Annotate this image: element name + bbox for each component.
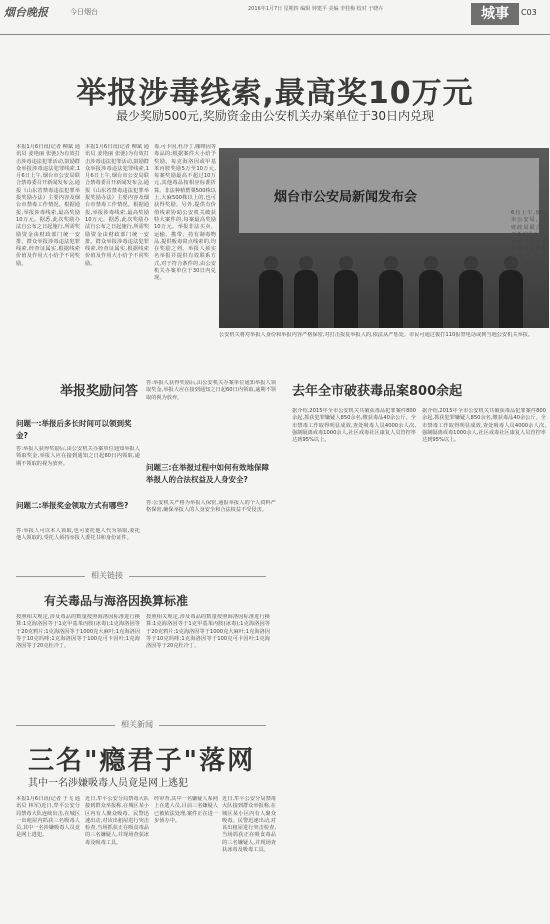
article-continued: 公安机关将对举报人身份和举报内容严格保密,对打击报复举报人的,依法从严惩处。市民可通过拨打110报警电话或到当地公安机关举报。	[219, 332, 534, 338]
link-text-2: 按照相关规定,涉及毒品的数量按照海洛因标准进行换算:1克海洛因等于1克甲基苯丙胺(冰毒);1克海洛因等于20克鸦片;1克海洛因等于1000克大麻叶;1克海洛因等于10克吗啡;1克海洛因等于100克可卡因叶;1克海洛因等于20克杜冷丁。	[146, 614, 270, 650]
qa-answer-3: 答:公安机关严格为举报人保密,通报举报人的个人资料严格保密,确保举报人的人身安全和合法权益不受侵害。	[146, 500, 276, 514]
news-title: 三名"瘾君子"落网	[28, 746, 256, 776]
article-col-2: 毒,可卡因,杜冷丁,咖啡因等毒品的;根据案件大小给予奖励。每克海洛因或甲基苯丙胺奖励5万至10万元,每案奖励最高不超过10万元,其他毒品按相应标准折算。非法种植罂粟500株以上,大麻500株以上的,也可获得奖励。另外,提供有价值线索协助公安机关破获特大案件的,每案最高奖励10万元。举报非法买卖、运输、携带、持有制毒物品,提供贩毒窝点线索的,均在奖励之列。举报人须实名举报并提供有效联系方式,对于符合条件的,由公安机关办案单位于30日内兑现。	[154, 144, 216, 282]
issue-meta: 2016年1月7日 星期四 编辑 钟建平 美编 李桂梅 校对 于晓卉	[248, 6, 384, 12]
qa-question-3: 问题三:在举报过程中如何有效地保障举报人的合法权益及人身安全?	[146, 463, 269, 484]
news-text-4: 近日,牟平公安分局禁毒大队接到群众举报称,在城区某小区内有人聚众吸毒。民警迅速出动,对该出租屋进行突击检查,当场抓获正在吸食毒品的三名嫌疑人,并现场查获冰毒及吸毒工具。	[222, 796, 276, 854]
news-text-1: 本报1月6日讯(记者 于飞 通讯员 林军)近日,牟平公安分局禁毒大队连续出击,在城区一出租屋内抓获三名吸毒人员,其中一名涉嫌吸毒人员竟是网上逃犯。	[16, 796, 80, 839]
news-text-2: 近日,牟平公安分局禁毒大队接到群众举报称,在城区某小区内有人聚众吸毒。民警迅速出动,对该出租屋进行突击检查,当场抓获正在吸食毒品的三名嫌疑人,并现场查获冰毒及吸毒工具。	[85, 796, 149, 846]
seizure-title: 去年全市破获毒品案800余起	[292, 384, 463, 399]
page-number: C03	[521, 8, 537, 17]
qa-question-1: 问题一:举报后多长时间可以领到奖金?	[16, 419, 132, 440]
link-divider	[16, 576, 266, 577]
news-subtitle: 其中一名涉嫌吸毒人员竟是网上逃犯	[28, 778, 188, 789]
photo-caption: 6日上午,烟台市公安局、市财政局联合召开新闻发布会,通报《山东省禁毒违法犯罪举报奖励办法》。警方供图	[511, 210, 547, 268]
qa-title: 举报奖励问答	[60, 384, 139, 399]
qa-answer-2: 答:举报人可以本人领取,也可委托他人代为领取,委托他人领取的,受托人须持举报人委托书和身份证件。	[16, 528, 140, 542]
news-tag: 相关新闻	[115, 719, 159, 730]
link-tag: 相关链接	[85, 570, 129, 581]
qa-answer-1-cont: 答:举报人获得奖励后,由公安机关办案单位通知举报人领取奖金,举报人应在接到通知之日起60日内领取,逾期不领取的视为放弃。	[146, 380, 276, 401]
news-text-3: 经审查,其中一名嫌疑人系网上在逃人员,目前三名嫌疑人已被依法处理,案件正在进一步侦办中。	[154, 796, 218, 824]
section-label: 今日烟台	[70, 8, 98, 16]
link-title: 有关毒品与海洛因换算标准	[44, 594, 189, 608]
qa-answer-1: 答:举报人获得奖励后,由公安机关办案单位通知举报人领取奖金,举报人应在接到通知之日起60日内领取,逾期不领取的视为放弃。	[16, 446, 140, 467]
photo-banner-text: 烟台市公安局新闻发布会	[274, 190, 418, 205]
page-title: 举报涉毒线索,最高奖10万元	[76, 76, 474, 111]
section-badge: 城事	[471, 3, 519, 25]
seizure-text-1: 据介绍,2015年全市公安机关共破获毒品犯罪案件800余起,抓获犯罪嫌疑人850余名,缴获毒品40余公斤。全市禁毒工作取得明显成效,查处吸毒人员4000余人次,强制隔离戒毒1000余人,社区戒毒社区康复人员管控率达到95%以上。	[292, 408, 416, 444]
page-subtitle: 最少奖励500元,奖励资金由公安机关办案单位于30日内兑现	[116, 109, 434, 123]
seizure-text-2: 据介绍,2015年全市公安机关共破获毒品犯罪案件800余起,抓获犯罪嫌疑人850余名,缴获毒品40余公斤。全市禁毒工作取得明显成效,查处吸毒人员4000余人次,强制隔离戒毒1000余人,社区戒毒社区康复人员管控率达到95%以上。	[422, 408, 546, 444]
qa-question-2: 问题二:举报奖金领取方式有哪些?	[16, 501, 129, 510]
article-col-1b: 本报1月6日讯(记者 柳斌 通讯员 姜艳丽 张弛)为有效打击涉毒违法犯罪活动,鼓励群众举报涉毒违法犯罪线索,1月6日上午,烟台市公安局联合禁毒委召开新闻发布会,通报《山东省禁毒违法犯罪举报奖励办法》主要内容及烟台市禁毒工作情况。根据通报,举报涉毒线索,最高奖励10万元。据悉,此次奖励办法自公布之日起施行,所需奖励资金由财政部门统一安排。群众举报涉毒违法犯罪线索,经查证属实,根据线索价值及作用大小给予不同奖励。	[85, 144, 149, 267]
link-text-1: 按照相关规定,涉及毒品的数量按照海洛因标准进行换算:1克海洛因等于1克甲基苯丙胺(冰毒);1克海洛因等于20克鸦片;1克海洛因等于1000克大麻叶;1克海洛因等于10克吗啡;1克海洛因等于100克可卡因叶;1克海洛因等于20克杜冷丁。	[16, 614, 140, 650]
press-conference-photo	[219, 148, 549, 328]
article-col-1: 本报1月6日讯(记者 柳斌 通讯员 姜艳丽 张弛)为有效打击涉毒违法犯罪活动,鼓励群众举报涉毒违法犯罪线索,1月6日上午,烟台市公安局联合禁毒委召开新闻发布会,通报《山东省禁毒违法犯罪举报奖励办法》主要内容及烟台市禁毒工作情况。根据通报,举报涉毒线索,最高奖励10万元。据悉,此次奖励办法自公布之日起施行,所需奖励资金由财政部门统一安排。群众举报涉毒违法犯罪线索,经查证属实,根据线索价值及作用大小给予不同奖励。	[16, 144, 80, 267]
masthead: 烟台晚报	[4, 6, 48, 19]
